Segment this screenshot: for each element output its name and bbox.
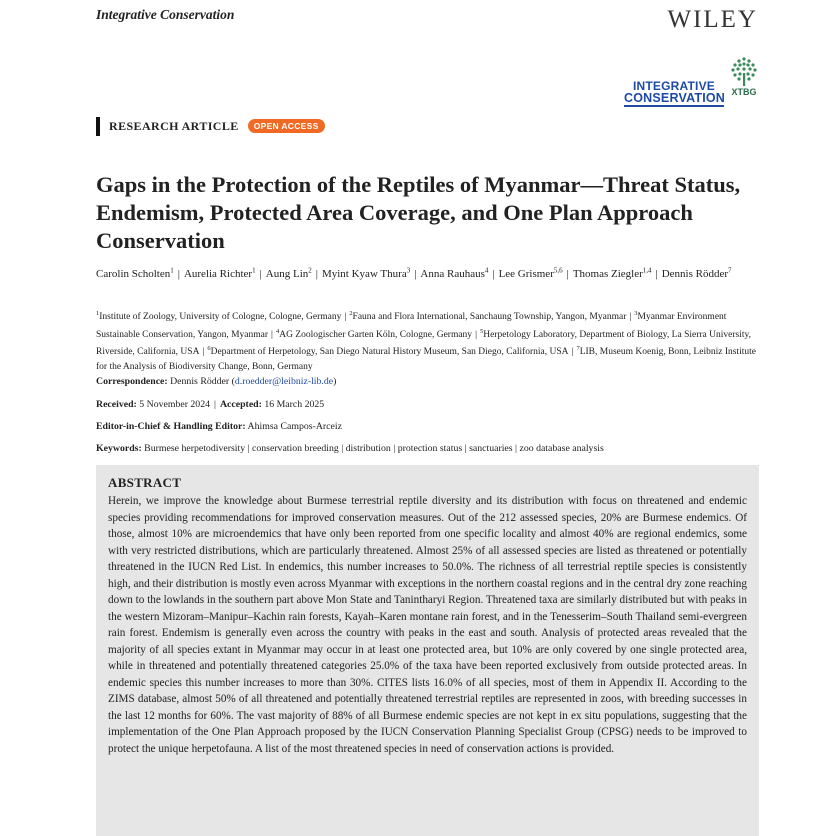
keywords: [96, 443, 766, 454]
author: [322, 268, 410, 280]
correspondence: Correspondence: Dennis Rödder (d.roedder@leibniz-lib.de): [96, 376, 337, 387]
separator: |: [177, 267, 180, 280]
affiliation-text: Institute of Zoology, University of Cologne, Cologne, Germany: [99, 312, 342, 323]
article-type: [96, 116, 325, 136]
separator: |: [462, 443, 470, 454]
author-affiliation-ref: 5,6: [553, 266, 563, 274]
separator: |: [214, 399, 216, 410]
separator: |: [202, 347, 205, 358]
tree-icon: [728, 56, 760, 86]
separator: |: [344, 312, 347, 323]
correspondence-label: Correspondence:: [96, 376, 168, 387]
xtbg-logo-text: XTBG: [731, 87, 757, 97]
separator: |: [390, 443, 398, 454]
author-name: Anna Rauhaus: [420, 267, 485, 280]
author-affiliation-ref: 4: [484, 266, 489, 274]
affiliation: [207, 347, 568, 357]
abstract-text: Herein, we improve the knowledge about Burmese terrestrial reptile diversity and its distribution with focus on threatened and endemic species providing recommendations for improved conservation measures. Out of the 212 assessed species, 20% are Burmese endemics. Of those, almost 10% are microendemics that have only been reported from one specific locality and almost 40% are regional endemics, some with very restricted distributions, which are particularly threatened. Almost 25% of all assessed species are listed as threatened or potentially threatened in the IUCN Red List. In endemics, this number increases to 50.0%. The richness of all terrestrial reptile species is consistently high, and their distribution is mostly even across Myanmar with exceptions in the northern coastal regions and in the central dry zone reaching down to the lowlands in the southern part above Mon State and Tanintharyi Region. Threatened taxa are similarly distributed but with peaks in the western Mizoram–Manipur–Kachin rain forests, Kayah–Karen montane rain forest, and in the Tenesserim–South Thailand semi-evergreen rain forest. Endemism is generally even across the country with peaks in the east and south. Analysis of protected areas revealed that the majority of all species extant in Myanmar may occur in at least one protected area, but 10% are only covered by one single protected area, while in threatened and potentially threatened categories 25.0% of the taxa have been reported exclusively from outside protected areas. In endemic species this number increases to more than 30%. CITES lists 16.0% of all species, most of them in Appendix II. According to the ZIMS database, almost 50% of all threatened and potentially threatened terrestrial reptiles are represented in zoos, with breeding successes in the last 12 months for 60%. The vast majority of 88% of all Burmese endemic species are not kept in ex situ populations, suggesting that the implementation of the One Plan Approach proposed by the IUCN Conservation Planning Specialist Group (CPSG) needs to be improved to protect the unique herpetofauna. A list of the most threatened species in need of conservation actions is provided.: [108, 495, 747, 755]
separator: |: [492, 267, 495, 280]
author: [499, 268, 563, 280]
affiliation-text: Myanmar Environment Sustainable Conservation, Yangon, Myanmar: [96, 312, 727, 340]
separator: |: [475, 329, 477, 340]
affiliation-number: 2: [349, 310, 353, 317]
author: [573, 268, 652, 280]
author-affiliation-ref: 1: [252, 266, 256, 274]
affiliation: [96, 312, 341, 322]
author-name: Dennis Rödder: [661, 267, 729, 280]
integrative-conservation-logo: [624, 80, 724, 107]
publisher-logo: WILEY: [667, 6, 758, 33]
affiliation-list: [96, 307, 766, 374]
affiliation-text: AG Zoologischer Garten Köln, Cologne, Germany: [279, 329, 473, 340]
author-list: [96, 262, 766, 282]
article-title: Gaps in the Protection of the Reptiles of Myanmar—Threat Status, Endemism, Protected Area Coverage, and One Plan Approach Conservation: [96, 172, 741, 253]
keyword: distribution: [345, 443, 391, 454]
author-name: Aurelia Richter: [183, 267, 253, 280]
affiliation-text: LIB, Museum Koenig, Bonn, Leibniz Institute for the Analysis of Biodiversity Change, Bonn, Germany: [96, 347, 756, 372]
separator: |: [338, 443, 346, 454]
keyword-list: [144, 443, 604, 454]
author: [96, 268, 174, 280]
affiliation-number: 7: [576, 345, 580, 353]
separator: |: [566, 267, 569, 280]
article-type-label: RESEARCH ARTICLE: [109, 118, 239, 133]
author: [184, 268, 256, 280]
correspondence-name: Dennis Rödder: [170, 376, 230, 387]
correspondence-email-link[interactable]: d.roedder@leibniz-lib.de: [234, 376, 334, 387]
separator: |: [512, 443, 520, 454]
ic-logo-line2: CONSERVATION: [624, 91, 726, 105]
keywords-label: Keywords:: [96, 443, 142, 454]
separator: |: [655, 267, 658, 280]
article-dates: [96, 399, 766, 410]
abstract-box: [96, 465, 759, 836]
separator: |: [245, 443, 252, 454]
separator: |: [571, 347, 574, 358]
editor-name: Ahimsa Campos-Arceiz: [247, 421, 342, 432]
author: [662, 268, 732, 280]
article-type-bar: [96, 117, 100, 136]
xtbg-logo: [724, 56, 764, 97]
author: [266, 268, 312, 280]
affiliation-number: 4: [275, 327, 280, 335]
keyword: sanctuaries: [469, 443, 513, 454]
author-affiliation-ref: 1,4: [642, 266, 652, 274]
separator: |: [629, 312, 632, 323]
author-affiliation-ref: 1: [170, 266, 174, 274]
ic-logo-line1: INTEGRATIVE: [633, 79, 715, 93]
separator: |: [259, 267, 262, 280]
affiliation-text: Fauna and Flora International, Sanchaung Township, Yangon, Myanmar: [352, 312, 627, 323]
keyword: conservation breeding: [251, 443, 339, 454]
affiliation-number: 3: [634, 310, 638, 317]
affiliation-text: Department of Herpetology, San Diego Natural History Museum, San Diego, California, USA: [210, 347, 569, 358]
author-name: Carolin Scholten: [96, 267, 171, 280]
affiliation-number: 6: [207, 345, 211, 353]
affiliation-number: 1: [96, 310, 100, 317]
journal-name: Integrative Conservation: [96, 7, 235, 22]
author-name: Lee Grismer: [498, 267, 554, 280]
affiliation-text: Herpetology Laboratory, Department of Biology, La Sierra University, Riverside, California, USA: [96, 329, 751, 358]
received-label: Received:: [96, 399, 137, 410]
author-affiliation-ref: 3: [406, 266, 411, 274]
author-name: Aung Lin: [265, 267, 309, 280]
accepted-label: Accepted:: [219, 399, 262, 410]
keyword: Burmese herpetodiversity: [144, 443, 246, 454]
affiliation: [275, 327, 473, 340]
accepted-date: 16 March 2025: [264, 399, 325, 410]
received-date: 5 November 2024: [139, 399, 211, 410]
author-name: Myint Kyaw Thura: [321, 267, 407, 280]
open-access-badge: OPEN ACCESS: [248, 119, 325, 133]
keyword: zoo database analysis: [519, 443, 604, 454]
keyword: protection status: [397, 443, 463, 454]
affiliation-number: 5: [479, 327, 484, 335]
separator: |: [315, 267, 318, 280]
editor-label: Editor-in-Chief & Handling Editor:: [96, 421, 246, 432]
author-affiliation-ref: 2: [308, 266, 312, 274]
abstract-heading: ABSTRACT: [108, 475, 182, 490]
author-name: Thomas Ziegler: [572, 267, 643, 280]
author: [420, 268, 488, 280]
author-affiliation-ref: 7: [728, 266, 732, 274]
editor: [96, 421, 766, 432]
separator: |: [271, 329, 273, 340]
separator: |: [414, 267, 417, 280]
affiliation: [349, 312, 626, 322]
